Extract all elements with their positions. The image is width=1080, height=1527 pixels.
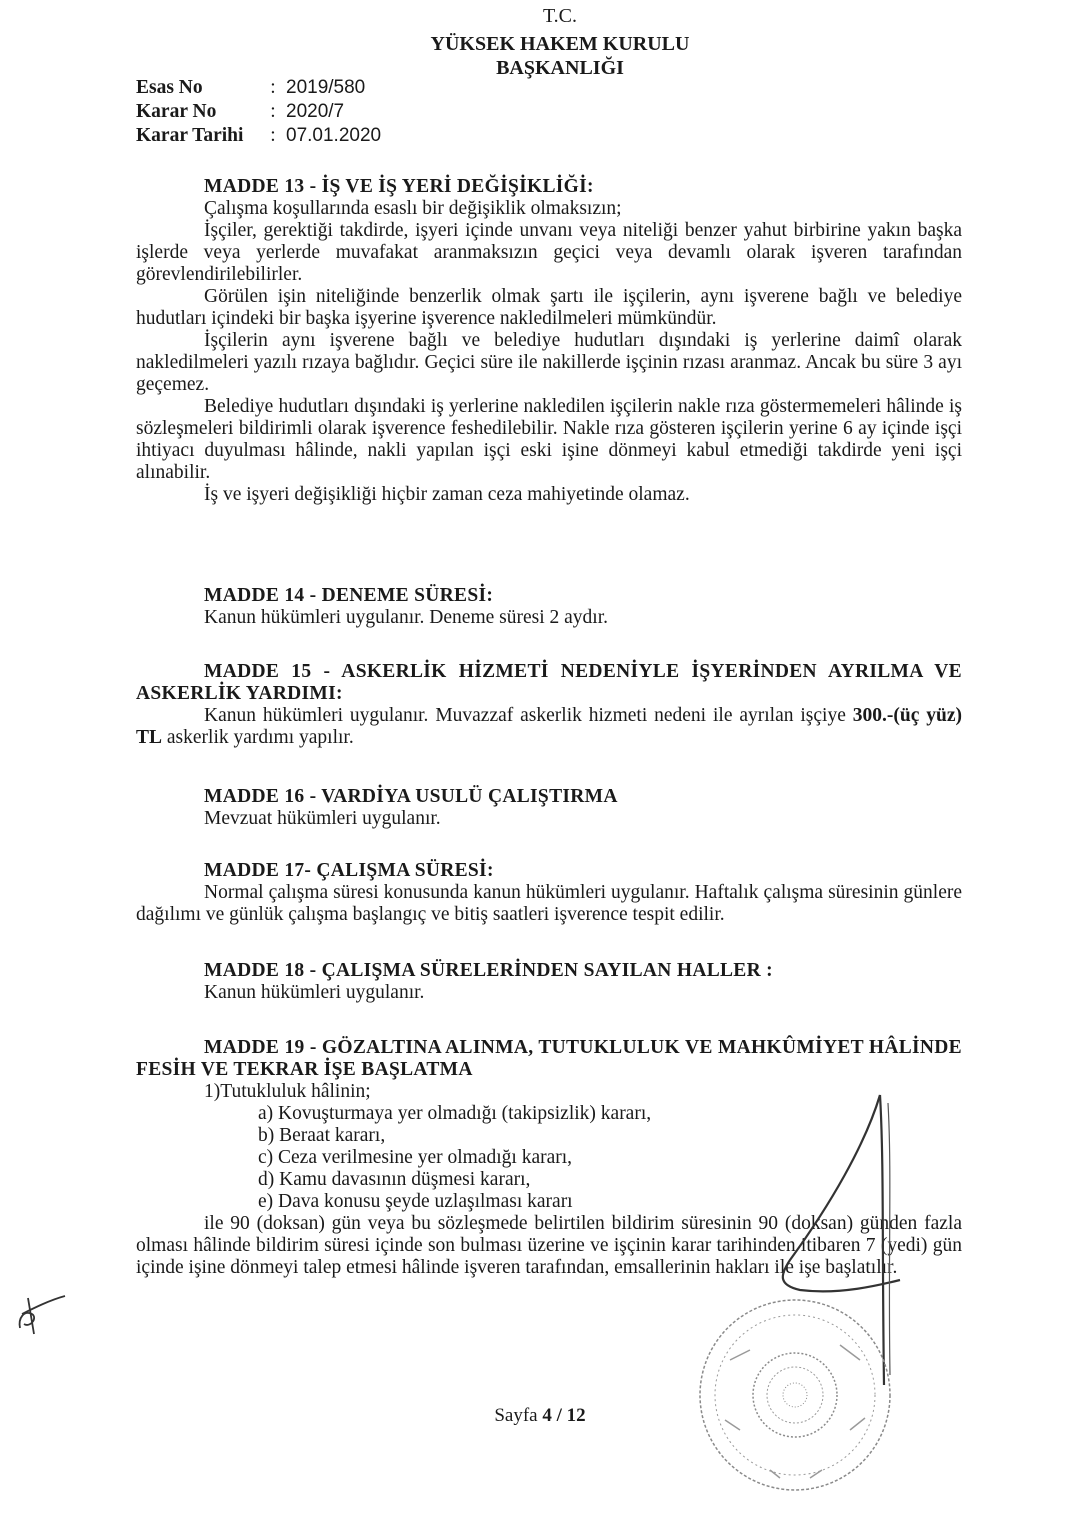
paragraph: Çalışma koşullarında esaslı bir değişiklik olmaksızın; bbox=[204, 198, 622, 219]
section-title: MADDE 13 - İŞ VE İŞ YERİ DEĞİŞİKLİĞİ: bbox=[204, 176, 594, 197]
header-org: YÜKSEK HAKEM KURULU bbox=[430, 33, 690, 55]
initials-icon bbox=[10, 1288, 70, 1338]
section-title: MADDE 19 - GÖZALTINA ALINMA, TUTUKLULUK VE MAHKÛMİYET HÂLİNDE FESİH VE TEKRAR İŞE BAŞLATMA bbox=[136, 1037, 962, 1080]
case-meta bbox=[136, 76, 381, 148]
meta-row-esas: Esas No : 2019/580 bbox=[136, 77, 366, 98]
section-madde-13 bbox=[136, 176, 962, 506]
paragraph: Görülen işin niteliğinde benzerlik olmak şartı ile işçilerin, aynı işverene bağlı ve belediye hudutları içindeki bir başka işyerine işverence nakledilmeleri mümkündür. bbox=[136, 286, 962, 329]
paragraph: İş ve işyeri değişikliği hiçbir zaman ceza mahiyetinde olamaz. bbox=[204, 484, 690, 505]
paragraph: Belediye hudutları dışındaki iş yerlerine nakledilen işçilerin nakle rıza göstermemeleri hâlinde iş sözleşmeleri bildirimli olarak işverence feshedilebilir. Nakle rıza gösteren işçilerin yerine 6 ay içinde işçi ihtiyacı duyulması hâlinde, nakli yapılan işçi eski işine dönmeyi kabul etmediği takdirde yeni işçi alınabilir. bbox=[136, 396, 962, 483]
paragraph: Normal çalışma süresi konusunda kanun hükümleri uygulanır. Haftalık çalışma süresinin günlere dağılımı ve günlük çalışma başlangıç ve bitiş saatleri işverence tespit edilir. bbox=[136, 882, 962, 925]
official-stamp-icon bbox=[690, 1290, 900, 1500]
paragraph: Kanun hükümleri uygulanır. bbox=[204, 982, 425, 1003]
paragraph: İşçiler, gerektiği takdirde, işyeri içinde unvanı veya niteliği benzer yahut birbirine yakın başka işlerde veya yerlerde muvafakat aranmaksızın geçici veya devamlı olarak işveren tarafından görevlendirilebilirler. bbox=[136, 220, 962, 285]
meta-value: 2019/580 bbox=[286, 77, 366, 98]
list-item: b) Beraat kararı, bbox=[258, 1125, 386, 1146]
section-title: MADDE 14 - DENEME SÜRESİ: bbox=[204, 585, 494, 606]
paragraph: Kanun hükümleri uygulanır. Muvazzaf askerlik hizmeti nedeni ile ayrılan işçiye 300.-(üç yüz) TL askerlik yardımı yapılır. bbox=[136, 705, 962, 748]
page-number: Sayfa 4 / 12 bbox=[494, 1405, 586, 1426]
section-madde-18 bbox=[136, 960, 962, 1004]
meta-value: 07.01.2020 bbox=[286, 125, 382, 146]
meta-label: Karar No bbox=[136, 101, 217, 122]
amount: 300.-(üç yüz) TL bbox=[136, 705, 962, 748]
list-item: c) Ceza verilmesine yer olmadığı kararı, bbox=[258, 1147, 573, 1168]
paragraph: ile 90 (doksan) gün veya bu sözleşmede belirtilen bildirim süresinin 90 (doksan) günden fazla olması hâlinde bildirim süresi içinde son bulması üzerine ve işçinin karar tarihinden itibaren 7 (yedi) gün içinde işine dönmeyi talep etmesi hâlinde işveren tarafından, emsallerinin hakları ile işe başlatılır. bbox=[136, 1213, 962, 1278]
meta-row-tarih: Karar Tarihi : 07.01.2020 bbox=[136, 125, 382, 146]
section-title: MADDE 18 - ÇALIŞMA SÜRELERİNDEN SAYILAN HALLER : bbox=[204, 960, 773, 981]
section-madde-14 bbox=[136, 585, 962, 629]
meta-value: 2020/7 bbox=[286, 101, 345, 122]
header-tc: T.C. bbox=[542, 5, 578, 27]
section-madde-16 bbox=[136, 786, 962, 830]
meta-row-karar: Karar No : 2020/7 bbox=[136, 101, 345, 122]
paragraph: Mevzuat hükümleri uygulanır. bbox=[204, 808, 441, 829]
header-office: BAŞKANLIĞI bbox=[496, 57, 624, 79]
section-madde-15 bbox=[136, 661, 962, 749]
section-madde-17 bbox=[136, 860, 962, 926]
section-title: MADDE 17- ÇALIŞMA SÜRESİ: bbox=[204, 860, 494, 881]
list-item: a) Kovuşturmaya yer olmadığı (takipsizlik) kararı, bbox=[258, 1103, 652, 1124]
section-title: MADDE 15 - ASKERLİK HİZMETİ NEDENİYLE İŞYERİNDEN AYRILMA VE ASKERLİK YARDIMI: bbox=[136, 661, 962, 704]
paragraph: İşçilerin aynı işverene bağlı ve belediye hudutları dışındaki iş yerlerine daimî olarak nakledilmeleri yazılı rızaya bağlıdır. Geçici süre ile nakillerde işçinin rızası aranmaz. Ancak bu süre 3 ayı geçemez. bbox=[136, 330, 962, 395]
list-item: e) Dava konusu şeyde uzlaşılması kararı bbox=[258, 1191, 573, 1212]
section-title: MADDE 16 - VARDİYA USULÜ ÇALIŞTIRMA bbox=[204, 786, 618, 807]
list-item: d) Kamu davasının düşmesi kararı, bbox=[258, 1169, 531, 1190]
meta-label: Karar Tarihi bbox=[136, 125, 244, 146]
meta-label: Esas No bbox=[136, 77, 203, 98]
paragraph: Kanun hükümleri uygulanır. Deneme süresi 2 aydır. bbox=[204, 607, 608, 628]
paragraph: 1)Tutukluluk hâlinin; bbox=[204, 1081, 371, 1102]
